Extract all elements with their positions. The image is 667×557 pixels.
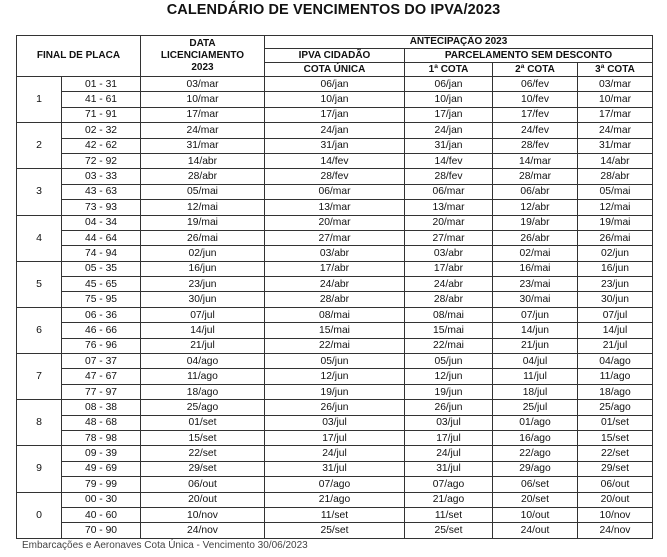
table-row: [17, 153, 653, 168]
placa-range-cell: 02 - 32: [62, 123, 141, 138]
cota-unica-cell: 06/jan: [265, 77, 405, 92]
cota-3-cell: 22/set: [578, 446, 653, 461]
cota-3-cell: 10/nov: [578, 507, 653, 522]
table-row: [17, 138, 653, 153]
cota-1-cell: 22/mai: [405, 338, 493, 353]
table-row: [17, 215, 653, 230]
cota-1-cell: 21/ago: [405, 492, 493, 507]
cota-1-cell: 11/set: [405, 507, 493, 522]
cota-unica-cell: 27/mar: [265, 230, 405, 245]
placa-range-cell: 09 - 39: [62, 446, 141, 461]
placa-range-cell: 43 - 63: [62, 184, 141, 199]
cota-unica-cell: 24/jul: [265, 446, 405, 461]
data-licenciamento-cell: 15/set: [141, 430, 265, 445]
placa-range-cell: 49 - 69: [62, 461, 141, 476]
cota-unica-cell: 28/abr: [265, 292, 405, 307]
cota-unica-cell: 17/jan: [265, 107, 405, 122]
table-row: [17, 400, 653, 415]
header-antecipacao: ANTECIPAÇÃO 2023: [265, 36, 653, 49]
cota-3-cell: 20/out: [578, 492, 653, 507]
cota-1-cell: 25/set: [405, 523, 493, 538]
table-row: [17, 492, 653, 507]
cota-1-cell: 19/jun: [405, 384, 493, 399]
cota-unica-cell: 25/set: [265, 523, 405, 538]
cota-2-cell: 14/jun: [493, 323, 578, 338]
data-licenciamento-cell: 05/mai: [141, 184, 265, 199]
header-data-line1: DATA: [189, 38, 216, 49]
table-row: [17, 523, 653, 538]
cota-1-cell: 14/fev: [405, 153, 493, 168]
cota-1-cell: 15/mai: [405, 323, 493, 338]
cota-3-cell: 14/abr: [578, 153, 653, 168]
data-licenciamento-cell: 29/set: [141, 461, 265, 476]
table-row: [17, 461, 653, 476]
header-data-licenciamento: [141, 36, 265, 77]
cota-2-cell: 24/fev: [493, 123, 578, 138]
placa-range-cell: 41 - 61: [62, 92, 141, 107]
cota-1-cell: 24/abr: [405, 277, 493, 292]
data-licenciamento-cell: 10/mar: [141, 92, 265, 107]
table-row: [17, 277, 653, 292]
cota-1-cell: 06/jan: [405, 77, 493, 92]
final-placa-cell: 0: [17, 492, 62, 538]
cota-unica-cell: 11/set: [265, 507, 405, 522]
cota-1-cell: 03/jul: [405, 415, 493, 430]
cota-2-cell: 22/ago: [493, 446, 578, 461]
cota-3-cell: 06/out: [578, 477, 653, 492]
header-cota-3: 3ª COTA: [578, 63, 653, 77]
cota-unica-cell: 03/jul: [265, 415, 405, 430]
header-final-placa: FINAL DE PLACA: [17, 36, 141, 77]
data-licenciamento-cell: 04/ago: [141, 354, 265, 369]
cota-1-cell: 28/fev: [405, 169, 493, 184]
cota-unica-cell: 13/mar: [265, 200, 405, 215]
data-licenciamento-cell: 21/jul: [141, 338, 265, 353]
data-licenciamento-cell: 25/ago: [141, 400, 265, 415]
cota-unica-cell: 07/ago: [265, 477, 405, 492]
cota-3-cell: 02/jun: [578, 246, 653, 261]
cota-3-cell: 15/set: [578, 430, 653, 445]
cota-2-cell: 01/ago: [493, 415, 578, 430]
data-licenciamento-cell: 07/jul: [141, 307, 265, 322]
table-row: [17, 384, 653, 399]
cota-1-cell: 07/ago: [405, 477, 493, 492]
cota-1-cell: 05/jun: [405, 354, 493, 369]
table-row: [17, 446, 653, 461]
cota-3-cell: 11/ago: [578, 369, 653, 384]
final-placa-cell: 3: [17, 169, 62, 215]
cota-2-cell: 20/set: [493, 492, 578, 507]
cota-2-cell: 17/fev: [493, 107, 578, 122]
table-row: [17, 107, 653, 122]
ipva-calendar-table: [16, 35, 653, 539]
table-row: [17, 184, 653, 199]
placa-range-cell: 75 - 95: [62, 292, 141, 307]
placa-range-cell: 03 - 33: [62, 169, 141, 184]
cota-1-cell: 26/jun: [405, 400, 493, 415]
table-row: [17, 430, 653, 445]
cota-unica-cell: 26/jun: [265, 400, 405, 415]
table-row: [17, 507, 653, 522]
cota-1-cell: 28/abr: [405, 292, 493, 307]
cota-unica-cell: 24/abr: [265, 277, 405, 292]
placa-range-cell: 40 - 60: [62, 507, 141, 522]
cota-3-cell: 18/ago: [578, 384, 653, 399]
cota-unica-cell: 17/jul: [265, 430, 405, 445]
cota-unica-cell: 31/jan: [265, 138, 405, 153]
data-licenciamento-cell: 06/out: [141, 477, 265, 492]
placa-range-cell: 05 - 35: [62, 261, 141, 276]
cota-unica-cell: 12/jun: [265, 369, 405, 384]
cota-1-cell: 27/mar: [405, 230, 493, 245]
cota-2-cell: 06/fev: [493, 77, 578, 92]
header-parcelamento: PARCELAMENTO SEM DESCONTO: [405, 49, 653, 63]
table-row: [17, 200, 653, 215]
table-row: [17, 230, 653, 245]
cota-unica-cell: 28/fev: [265, 169, 405, 184]
cota-3-cell: 12/mai: [578, 200, 653, 215]
table-row: [17, 307, 653, 322]
cota-unica-cell: 05/jun: [265, 354, 405, 369]
placa-range-cell: 04 - 34: [62, 215, 141, 230]
cota-unica-cell: 10/jan: [265, 92, 405, 107]
cota-3-cell: 29/set: [578, 461, 653, 476]
placa-range-cell: 78 - 98: [62, 430, 141, 445]
cota-unica-cell: 21/ago: [265, 492, 405, 507]
cota-2-cell: 21/jun: [493, 338, 578, 353]
data-licenciamento-cell: 30/jun: [141, 292, 265, 307]
footer-note: Embarcações e Aeronaves Cota Única - Vencimento 30/06/2023: [22, 540, 308, 551]
cota-1-cell: 24/jan: [405, 123, 493, 138]
page-title: CALENDÁRIO DE VENCIMENTOS DO IPVA/2023: [166, 2, 501, 18]
header-data-line3: 2023: [191, 62, 214, 73]
data-licenciamento-cell: 22/set: [141, 446, 265, 461]
data-licenciamento-cell: 24/nov: [141, 523, 265, 538]
final-placa-cell: 5: [17, 261, 62, 307]
data-licenciamento-cell: 31/mar: [141, 138, 265, 153]
data-licenciamento-cell: 19/mai: [141, 215, 265, 230]
table-row: [17, 92, 653, 107]
placa-range-cell: 47 - 67: [62, 369, 141, 384]
final-placa-cell: 9: [17, 446, 62, 492]
cota-2-cell: 16/ago: [493, 430, 578, 445]
cota-unica-cell: 20/mar: [265, 215, 405, 230]
table-row: [17, 338, 653, 353]
placa-range-cell: 45 - 65: [62, 277, 141, 292]
cota-3-cell: 05/mai: [578, 184, 653, 199]
table-row: [17, 169, 653, 184]
data-licenciamento-cell: 03/mar: [141, 77, 265, 92]
cota-2-cell: 06/abr: [493, 184, 578, 199]
header-cota-1: 1ª COTA: [405, 63, 493, 77]
cota-2-cell: 23/mai: [493, 277, 578, 292]
cota-3-cell: 21/jul: [578, 338, 653, 353]
cota-2-cell: 10/out: [493, 507, 578, 522]
cota-2-cell: 04/jul: [493, 354, 578, 369]
data-licenciamento-cell: 14/abr: [141, 153, 265, 168]
cota-2-cell: 07/jun: [493, 307, 578, 322]
placa-range-cell: 77 - 97: [62, 384, 141, 399]
header-ipva-cidadao: IPVA CIDADÃO: [265, 49, 405, 63]
final-placa-cell: 1: [17, 77, 62, 123]
cota-1-cell: 12/jun: [405, 369, 493, 384]
cota-3-cell: 23/jun: [578, 277, 653, 292]
cota-unica-cell: 17/abr: [265, 261, 405, 276]
table-row: [17, 246, 653, 261]
cota-2-cell: 24/out: [493, 523, 578, 538]
placa-range-cell: 46 - 66: [62, 323, 141, 338]
placa-range-cell: 44 - 64: [62, 230, 141, 245]
cota-3-cell: 10/mar: [578, 92, 653, 107]
placa-range-cell: 00 - 30: [62, 492, 141, 507]
cota-1-cell: 24/jul: [405, 446, 493, 461]
placa-range-cell: 73 - 93: [62, 200, 141, 215]
data-licenciamento-cell: 17/mar: [141, 107, 265, 122]
data-licenciamento-cell: 23/jun: [141, 277, 265, 292]
cota-3-cell: 19/mai: [578, 215, 653, 230]
cota-3-cell: 14/jul: [578, 323, 653, 338]
cota-2-cell: 02/mai: [493, 246, 578, 261]
cota-unica-cell: 19/jun: [265, 384, 405, 399]
final-placa-cell: 8: [17, 400, 62, 446]
header-data-line2: LICENCIAMENTO: [160, 50, 245, 61]
placa-range-cell: 76 - 96: [62, 338, 141, 353]
cota-3-cell: 24/nov: [578, 523, 653, 538]
cota-2-cell: 11/jul: [493, 369, 578, 384]
header-cota-2: 2ª COTA: [493, 63, 578, 77]
data-licenciamento-cell: 26/mai: [141, 230, 265, 245]
cota-1-cell: 31/jan: [405, 138, 493, 153]
final-placa-cell: 7: [17, 354, 62, 400]
data-licenciamento-cell: 02/jun: [141, 246, 265, 261]
final-placa-cell: 6: [17, 307, 62, 353]
cota-unica-cell: 08/mai: [265, 307, 405, 322]
cota-2-cell: 14/mar: [493, 153, 578, 168]
final-placa-cell: 4: [17, 215, 62, 261]
cota-1-cell: 17/jul: [405, 430, 493, 445]
cota-unica-cell: 06/mar: [265, 184, 405, 199]
cota-1-cell: 17/abr: [405, 261, 493, 276]
table-row: [17, 369, 653, 384]
table-row: [17, 415, 653, 430]
placa-range-cell: 08 - 38: [62, 400, 141, 415]
table-row: [17, 77, 653, 92]
placa-range-cell: 48 - 68: [62, 415, 141, 430]
table-row: [17, 123, 653, 138]
cota-2-cell: 25/jul: [493, 400, 578, 415]
header-cota-unica: COTA ÚNICA: [265, 63, 405, 77]
cota-2-cell: 06/set: [493, 477, 578, 492]
cota-1-cell: 13/mar: [405, 200, 493, 215]
placa-range-cell: 79 - 99: [62, 477, 141, 492]
placa-range-cell: 74 - 94: [62, 246, 141, 261]
cota-2-cell: 30/mai: [493, 292, 578, 307]
data-licenciamento-cell: 16/jun: [141, 261, 265, 276]
placa-range-cell: 71 - 91: [62, 107, 141, 122]
cota-3-cell: 26/mai: [578, 230, 653, 245]
cota-2-cell: 28/fev: [493, 138, 578, 153]
cota-3-cell: 28/abr: [578, 169, 653, 184]
cota-3-cell: 24/mar: [578, 123, 653, 138]
placa-range-cell: 72 - 92: [62, 153, 141, 168]
cota-1-cell: 10/jan: [405, 92, 493, 107]
table-row: [17, 354, 653, 369]
data-licenciamento-cell: 01/set: [141, 415, 265, 430]
cota-3-cell: 01/set: [578, 415, 653, 430]
placa-range-cell: 07 - 37: [62, 354, 141, 369]
placa-range-cell: 01 - 31: [62, 77, 141, 92]
placa-range-cell: 42 - 62: [62, 138, 141, 153]
cota-2-cell: 16/mai: [493, 261, 578, 276]
cota-unica-cell: 31/jul: [265, 461, 405, 476]
cota-2-cell: 29/ago: [493, 461, 578, 476]
cota-3-cell: 16/jun: [578, 261, 653, 276]
data-licenciamento-cell: 28/abr: [141, 169, 265, 184]
placa-range-cell: 06 - 36: [62, 307, 141, 322]
cota-2-cell: 18/jul: [493, 384, 578, 399]
cota-unica-cell: 14/fev: [265, 153, 405, 168]
cota-1-cell: 08/mai: [405, 307, 493, 322]
table-body: [17, 77, 653, 539]
table-row: [17, 323, 653, 338]
cota-1-cell: 20/mar: [405, 215, 493, 230]
cota-1-cell: 06/mar: [405, 184, 493, 199]
table-row: [17, 477, 653, 492]
cota-unica-cell: 03/abr: [265, 246, 405, 261]
data-licenciamento-cell: 18/ago: [141, 384, 265, 399]
cota-2-cell: 28/mar: [493, 169, 578, 184]
data-licenciamento-cell: 10/nov: [141, 507, 265, 522]
data-licenciamento-cell: 24/mar: [141, 123, 265, 138]
cota-3-cell: 03/mar: [578, 77, 653, 92]
cota-2-cell: 12/abr: [493, 200, 578, 215]
cota-3-cell: 04/ago: [578, 354, 653, 369]
table-row: [17, 292, 653, 307]
cota-3-cell: 17/mar: [578, 107, 653, 122]
data-licenciamento-cell: 12/mai: [141, 200, 265, 215]
cota-3-cell: 31/mar: [578, 138, 653, 153]
cota-unica-cell: 22/mai: [265, 338, 405, 353]
cota-3-cell: 25/ago: [578, 400, 653, 415]
cota-unica-cell: 24/jan: [265, 123, 405, 138]
cota-unica-cell: 15/mai: [265, 323, 405, 338]
cota-3-cell: 30/jun: [578, 292, 653, 307]
table-row: [17, 261, 653, 276]
cota-2-cell: 26/abr: [493, 230, 578, 245]
cota-1-cell: 31/jul: [405, 461, 493, 476]
cota-1-cell: 03/abr: [405, 246, 493, 261]
data-licenciamento-cell: 14/jul: [141, 323, 265, 338]
cota-3-cell: 07/jul: [578, 307, 653, 322]
cota-2-cell: 10/fev: [493, 92, 578, 107]
cota-1-cell: 17/jan: [405, 107, 493, 122]
placa-range-cell: 70 - 90: [62, 523, 141, 538]
cota-2-cell: 19/abr: [493, 215, 578, 230]
data-licenciamento-cell: 20/out: [141, 492, 265, 507]
data-licenciamento-cell: 11/ago: [141, 369, 265, 384]
final-placa-cell: 2: [17, 123, 62, 169]
